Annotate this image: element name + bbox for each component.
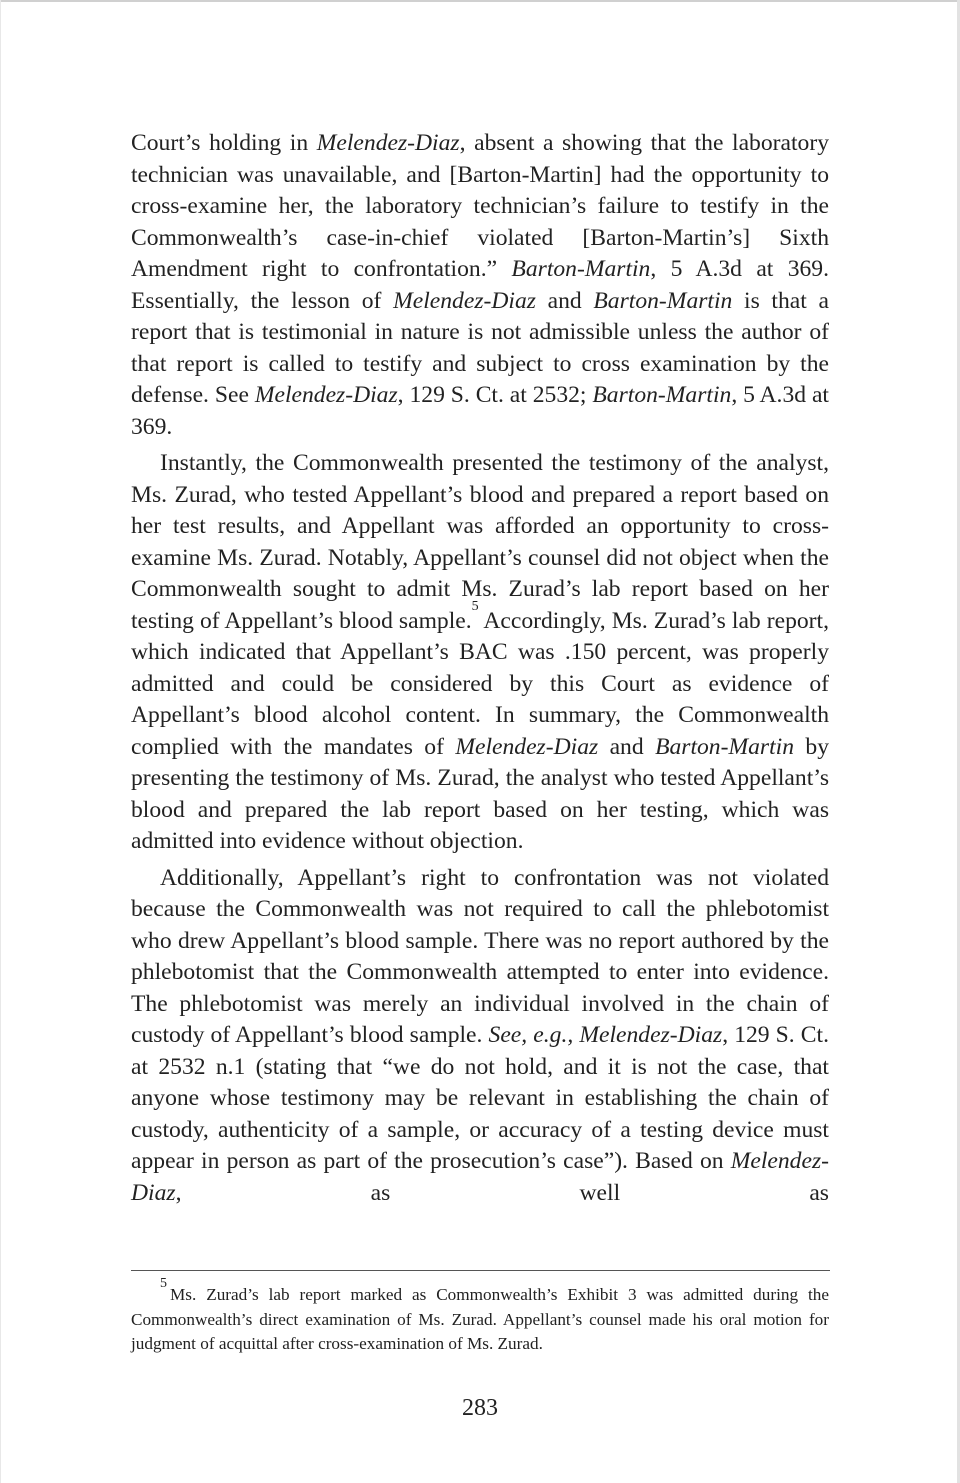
case-citation: Barton-Martin [655,733,794,760]
footnote-5 [131,1276,829,1357]
page-number: 283 [462,1395,498,1421]
page-edge-left [0,0,1,1483]
opinion-body-text [131,128,829,1214]
text-segment: is that a report that is testimonial in nature is not admissible unless the author of that report is called to testify and subject to cross examination by the defense. See [131,287,829,408]
text-segment: , 129 S. Ct. at 2532 n.1 (stating that “we do not hold, and it is not the case, that anyone whose testimony may be relevant in establishing the chain of custody, authenticity of a sample, or accuracy of a testing device must appear in person as part of the prosecution’s case”). Based on [131,1022,830,1174]
text-segment: , 129 S. Ct. at 2532; [397,382,593,408]
text-segment: Instantly, the Commonwealth presented the testimony of the analyst, Ms. Zurad, who tested Appellant’s blood and prepared a report based on her test results, and Appellant was afforded an opportunity to cross-examine Ms. Zurad. Notably, Appellant’s counsel did not object when the Commonwealth sought to admit Ms. Zurad’s lab report based on her testing of Appellant’s blood sample. [131,450,829,634]
text-segment: , as well as [175,1179,829,1206]
text-segment: Court’s holding in [131,130,317,156]
footnote-mark: 5 [160,1276,167,1292]
paragraph-additionally [131,863,829,1210]
case-citation: Barton-Martin [511,256,651,282]
text-segment: by presenting the testimony of Ms. Zurad, the analyst who tested Appellant’s blood and prepared the lab report based on her testing, which was admitted into evidence without objection. [131,733,829,854]
text-segment: and [598,733,656,760]
paragraph-continued [131,128,829,443]
footnote-divider [131,1270,830,1271]
case-citation: Melendez-Diaz [131,1148,829,1206]
case-citation: Melendez-Diaz [393,287,536,314]
case-citation: See, e.g., Melendez-Diaz [488,1022,723,1048]
case-citation: Barton-Martin [593,287,733,314]
text-segment: , 5 A.3d at 369. Essentially, the lesson of [131,256,829,314]
text-segment: Accordingly, Ms. Zurad’s lab report, which indicated that Appellant’s BAC was .150 percent, was properly admitted and could be considered by this Court as evidence of Appellant’s blood alcohol content. In summary, the Commonwealth complied with the mandates of [131,607,829,760]
text-segment: , absent a showing that the laboratory technician was unavailable, and [Barton-Martin] had the opportunity to cross-examine her, the laboratory technician’s failure to testify in the Commonwealth’s case-in-chief violated [Barton-Martin’s] Sixth Amendment right to confrontation.” [131,130,829,282]
case-citation: Melendez-Diaz [254,382,398,408]
text-segment: and [535,287,594,314]
paragraph-instantly [131,448,829,858]
footnote-text: Ms. Zurad’s lab report marked as Commonwealth’s Exhibit 3 was admitted during the Commonwealth’s direct examination of Ms. Zurad. Appellant’s counsel made his oral motion for judgment of acquittal after cross-examination of Ms. Zurad. [131,1285,829,1353]
case-citation: Melendez-Diaz [316,130,460,156]
case-citation: Melendez-Diaz [455,733,599,760]
text-segment: , 5 A.3d at 369. [131,382,829,440]
text-segment: Additionally, Appellant’s right to confrontation was not violated because the Commonwealth was not required to call the phlebotomist who drew Appellant’s blood sample. There was no report authored by the phlebotomist that the Commonwealth attempted to enter into evidence. The phlebotomist was merely an individual involved in the chain of custody of Appellant’s blood sample. [131,864,829,1048]
footnote-reference[interactable]: 5 [471,598,479,614]
page-edge-top [0,0,960,2]
case-citation: Barton-Martin [592,382,732,408]
